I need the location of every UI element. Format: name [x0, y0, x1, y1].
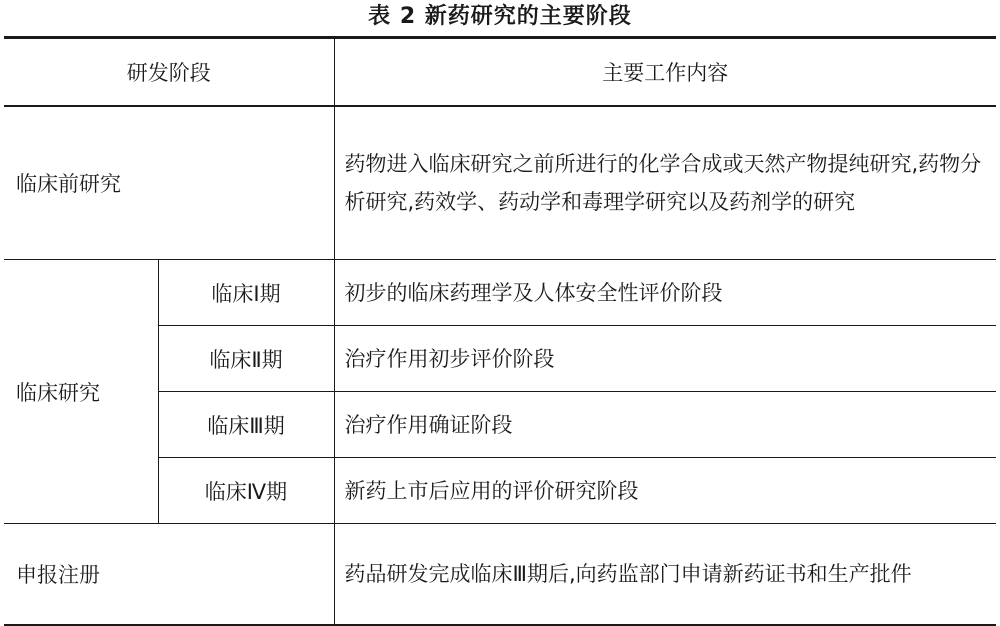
- phase-3-work: 治疗作用确证阶段: [334, 392, 996, 458]
- work-preclinical: 药物进入临床研究之前所进行的化学合成或天然产物提纯研究,药物分析研究,药效学、药动学和毒理学研究以及药剂学的研究: [334, 106, 996, 260]
- table-row: [4, 260, 996, 326]
- table-row: [4, 524, 996, 626]
- phase-1-name: 临床Ⅰ期: [158, 260, 334, 326]
- phase-2-name: 临床Ⅱ期: [158, 326, 334, 392]
- phase-2-work: 治疗作用初步评价阶段: [334, 326, 996, 392]
- table-header-row: [4, 38, 996, 107]
- phase-3-name: 临床Ⅲ期: [158, 392, 334, 458]
- phase-1-work: 初步的临床药理学及人体安全性评价阶段: [334, 260, 996, 326]
- drug-research-stages-table: [4, 36, 996, 626]
- stage-clinical: 临床研究: [4, 260, 158, 524]
- header-work: 主要工作内容: [334, 38, 996, 107]
- phase-4-work: 新药上市后应用的评价研究阶段: [334, 458, 996, 524]
- work-registration: 药品研发完成临床Ⅲ期后,向药监部门申请新药证书和生产批件: [334, 524, 996, 626]
- header-stage: 研发阶段: [4, 38, 334, 107]
- stage-preclinical: 临床前研究: [4, 106, 334, 260]
- table-row: [4, 106, 996, 260]
- phase-4-name: 临床Ⅳ期: [158, 458, 334, 524]
- stage-registration: 申报注册: [4, 524, 334, 626]
- table-title: 表 2 新药研究的主要阶段: [368, 4, 632, 29]
